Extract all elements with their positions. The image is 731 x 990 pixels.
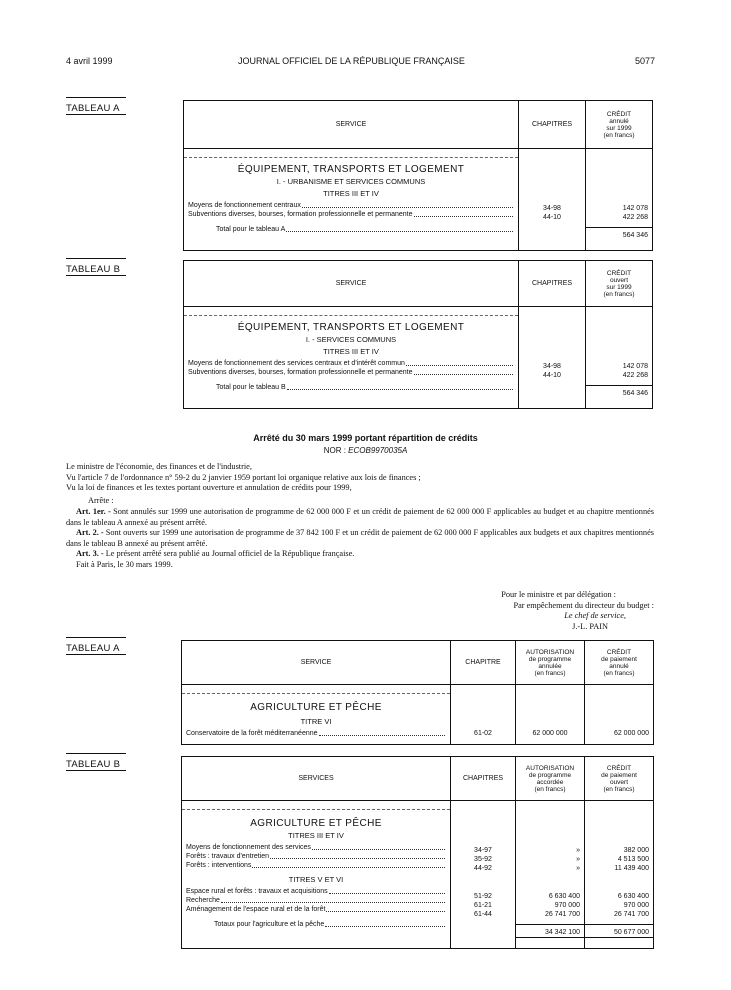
arrete-minister: Le ministre de l'économie, des finances et de l'industrie, [66,462,252,471]
table4-credit-cell: 382 000 4 513 500 11 439 400 6 630 400 970 000 26 741 700 50 677 000 [585,801,654,949]
table2-titres: TITRES III ET IV [323,347,379,356]
table2-total-row: Total pour le tableau B [188,383,514,392]
arrete-article-3: Art. 3. - Le présent arrêté sera publié au Journal officiel de la République française. [76,549,355,558]
table4-total-autorisation: 34 342 100 [516,928,584,938]
table4-row: Recherche [186,896,446,905]
table2-col-service: SERVICE [184,261,519,307]
table4 [181,756,654,949]
arrete-article-1: Art. 1er. - Sont annulés sur 1999 une autorisation de programme de 62 000 000 F et un crédit de paiement de 62 000 000 F applicables au budget et au chapitre mentionnés dans le tableau A annexé au présent arrêté. [66,507,655,527]
arrete-article-2: Art. 2. - Sont ouverts sur 1999 une autorisation de programme de 37 842 100 F et un crédit de paiement de 62 000 000 F applicables aux budgets et aux chapitres mentionnés dans le tableau B annexé au présent arrêté. [66,528,654,548]
table1-col-credit: CRÉDIT annulé sur 1999 (en francs) [586,101,653,149]
table1-chapitres-cell: 34-98 44-10 [519,149,586,251]
table4-row: Espace rural et forêts : travaux et acquisitions [186,887,446,896]
table4-row: Moyens de fonctionnement des services [186,843,446,852]
table1 [183,100,653,251]
table3-col-service: SERVICE [182,641,451,685]
table4-titres-1: TITRES III ET IV [288,831,344,840]
table4-row: Forêts : interventions [186,861,446,870]
table1-total-row: Total pour le tableau A [188,225,514,234]
table4-col-autorisation: AUTORISATION de programme accordée (en francs) [516,757,585,801]
arrete-nor: NOR : ECOB9970035A [323,446,408,455]
table3-col-autorisation: AUTORISATION de programme annulée (en francs) [516,641,585,685]
table3 [181,640,654,745]
table2-total: 564 346 [622,390,648,397]
table3-col-credit: CRÉDIT de paiement annulé (en francs) [585,641,654,685]
table4-col-services: SERVICES [182,757,451,801]
table4-label: TABLEAU B [66,759,121,770]
table1-row: Subventions diverses, bourses, formation professionnelle et permanente [188,210,514,219]
table1-credit-cell: 142 078 422 268 564 346 [586,149,653,251]
table4-titres-2: TITRES V ET VI [288,875,344,884]
table2-col-credit: CRÉDIT ouvert sur 1999 (en francs) [586,261,653,307]
table2-subtitle: I. - SERVICES COMMUNS [305,335,397,344]
table1-subtitle: I. - URBANISME ET SERVICES COMMUNS [276,177,426,186]
arrete-title: Arrêté du 30 mars 1999 portant répartition de crédits [253,433,478,443]
table4-total-credit: 50 677 000 [585,928,653,938]
table2-row: Moyens de fonctionnement des services centraux et d'intérêt commun [188,359,514,368]
table4-row: Forêts : travaux d'entretien [186,852,446,861]
arrete-arrete: Arrête : [88,495,114,505]
table4-row: Aménagement de l'espace rural et de la forêt [186,905,446,914]
table3-service-cell [182,685,451,745]
table3-col-chapitre: CHAPITRE [451,641,516,685]
table3-autorisation-cell: 62 000 000 [516,685,585,745]
table1-row: Moyens de fonctionnement centraux [188,201,514,210]
table2-service-cell [184,307,519,409]
table1-section-title: ÉQUIPEMENT, TRANSPORTS ET LOGEMENT [237,164,465,175]
table3-titre: TITRE VI [300,717,332,726]
arrete-fait: Fait à Paris, le 30 mars 1999. [76,559,173,569]
table3-row: Conservatoire de la forêt méditerranéenne [186,729,446,738]
table2-col-chapitres: CHAPITRES [519,261,586,307]
table4-total-row: Totaux pour l'agriculture et la pêche [186,920,446,929]
arrete-vu-1: Vu l'article 7 de l'ordonnance n° 59-2 du 2 janvier 1959 portant loi organique relative aux lois de finances ; [66,472,421,482]
header-title: JOURNAL OFFICIEL DE LA RÉPUBLIQUE FRANÇAISE [238,56,465,66]
table1-service-cell [184,149,519,251]
header-page-number: 5077 [635,56,656,66]
table4-chapitres-cell: 34-97 35-92 44-92 51-92 61-21 61-44 [451,801,516,949]
table4-col-chapitres: CHAPITRES [451,757,516,801]
arrete-signature: Pour le ministre et par délégation : Par empêchement du directeur du budget : Le chef de service, J.-L. PAIN [501,590,654,631]
table2-row: Subventions diverses, bourses, formation professionnelle et permanente [188,368,514,377]
table4-autorisation-cell: » » » 6 630 400 970 000 26 741 700 34 342 100 [516,801,585,949]
table2-label: TABLEAU B [66,264,121,275]
table3-credit-cell: 62 000 000 [585,685,654,745]
table1-col-chapitres: CHAPITRES [519,101,586,149]
table2 [183,260,653,409]
arrete-body [66,462,654,570]
table3-section-title: AGRICULTURE ET PÊCHE [250,702,382,713]
table3-label: TABLEAU A [66,643,120,654]
table4-service-cell [182,801,451,949]
table4-section-title: AGRICULTURE ET PÊCHE [250,818,382,829]
table2-section-title: ÉQUIPEMENT, TRANSPORTS ET LOGEMENT [237,322,465,333]
table3-chapitre-cell: 61-02 [451,685,516,745]
table2-chapitres-cell: 34-98 44-10 [519,307,586,409]
table1-titres: TITRES III ET IV [323,189,379,198]
table1-label: TABLEAU A [66,103,120,114]
header-date: 4 avril 1999 [66,56,113,66]
table2-credit-cell: 142 078 422 268 564 346 [586,307,653,409]
table1-col-service: SERVICE [184,101,519,149]
arrete-vu-2: Vu la loi de finances et les textes portant ouverture et annulation de crédits pour 1999, [66,483,352,492]
table1-total: 564 346 [622,232,648,239]
table4-col-credit: CRÉDIT de paiement ouvert (en francs) [585,757,654,801]
